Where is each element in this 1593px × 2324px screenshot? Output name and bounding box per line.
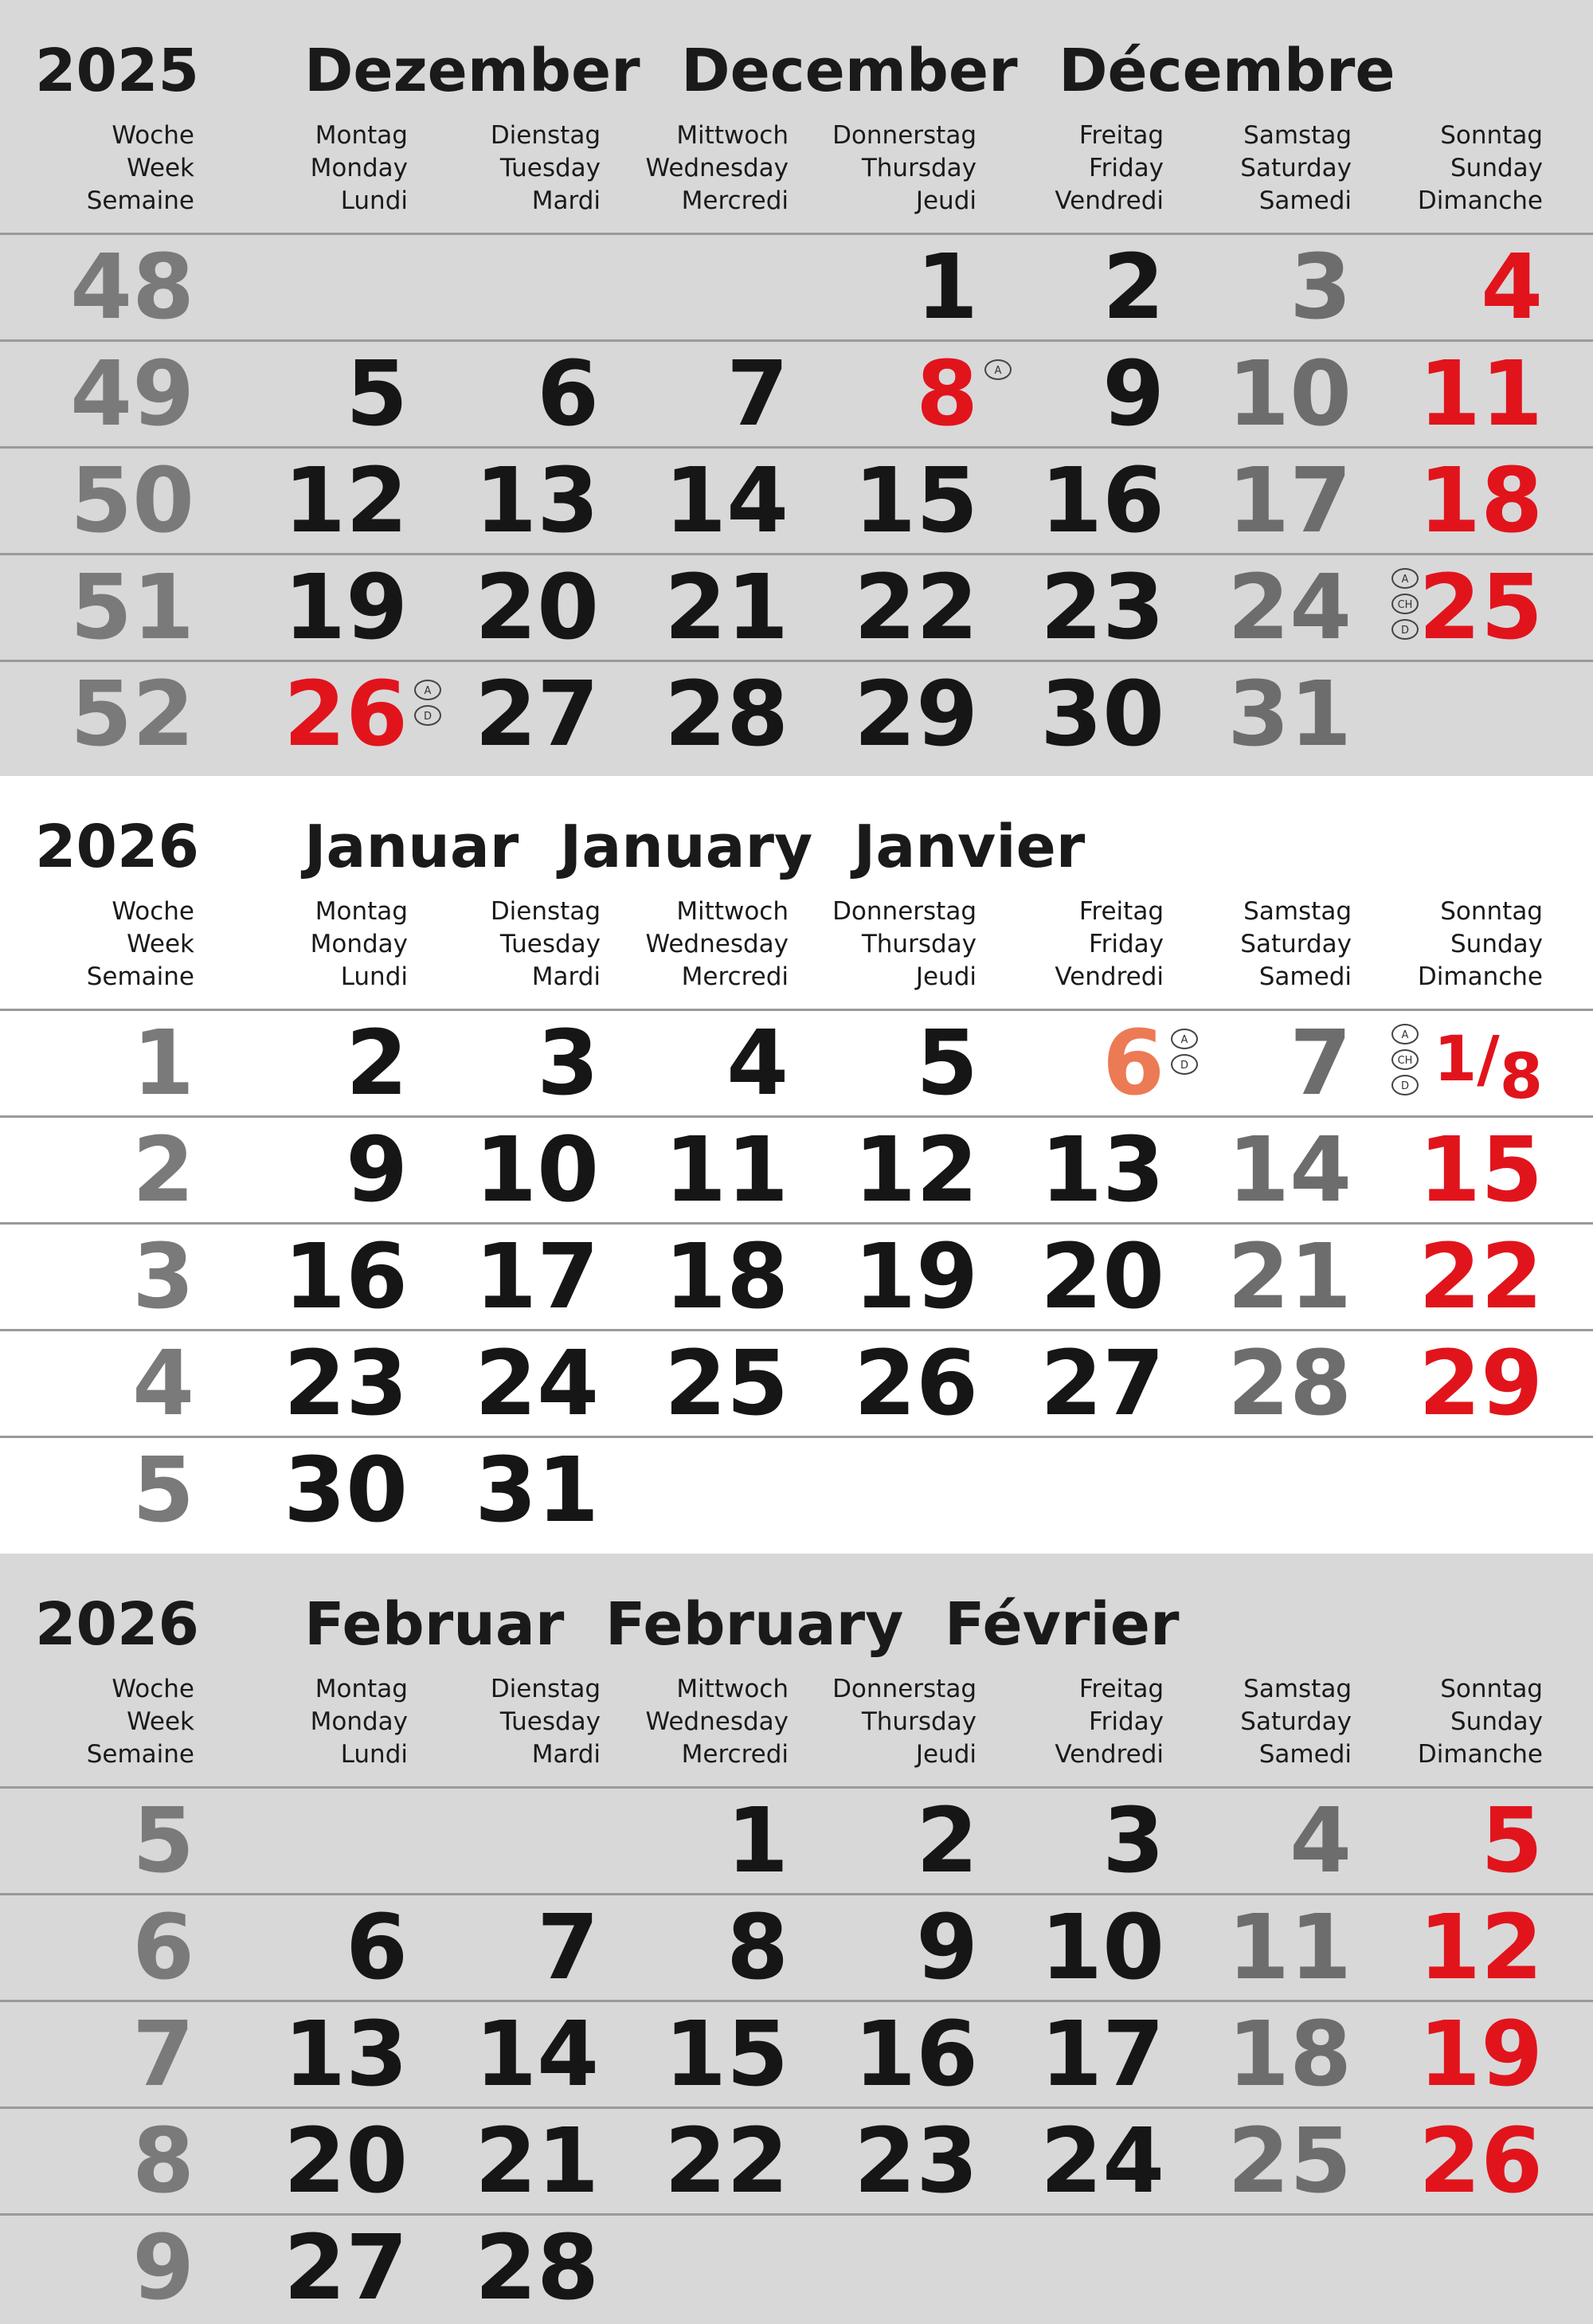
- year-label: 2026: [35, 1590, 199, 1659]
- date-cell[interactable]: 23: [284, 1332, 408, 1436]
- date-cell[interactable]: 26: [1419, 2110, 1543, 2213]
- weekday-header: Sonntag Sunday Dimanche: [1417, 121, 1543, 215]
- date-cell[interactable]: 5: [346, 343, 408, 446]
- date-cell[interactable]: 23: [1040, 556, 1164, 660]
- date-cell[interactable]: 7: [726, 343, 789, 446]
- date-cell[interactable]: 10: [1040, 1896, 1164, 2000]
- weekday-header: Freitag Friday Vendredi: [1055, 1675, 1164, 1769]
- row-divider: [0, 1436, 1593, 1438]
- month-title: Februar February Février: [304, 1590, 1180, 1659]
- month-title: Januar January Janvier: [304, 813, 1086, 881]
- week-column-header: Woche Week Semaine: [86, 1675, 194, 1769]
- date-cell[interactable]: 6: [346, 1896, 408, 2000]
- date-cell[interactable]: 7: [1290, 1012, 1352, 1115]
- date-numerator: 1: [1433, 1024, 1478, 1095]
- weekday-header: Samstag Saturday Samedi: [1240, 1675, 1352, 1769]
- date-cell[interactable]: 2: [916, 1789, 978, 1893]
- date-cell[interactable]: 3: [537, 1012, 599, 1115]
- date-cell[interactable]: 2: [346, 1012, 408, 1115]
- date-cell[interactable]: 17: [475, 1225, 599, 1329]
- date-cell[interactable]: 18: [1419, 449, 1543, 553]
- date-cell[interactable]: 6: [1102, 1012, 1164, 1115]
- weekday-header: Dienstag Tuesday Mardi: [490, 897, 601, 991]
- date-cell[interactable]: 3: [1102, 1789, 1164, 1893]
- date-cell[interactable]: 24: [1227, 556, 1352, 660]
- date-cell[interactable]: 20: [475, 556, 599, 660]
- date-cell[interactable]: 14: [1227, 1119, 1352, 1222]
- row-divider: [0, 553, 1593, 555]
- date-cell[interactable]: 4: [726, 1012, 789, 1115]
- date-cell[interactable]: 12: [854, 1119, 978, 1222]
- week-number: 5: [132, 1789, 194, 1893]
- date-cell[interactable]: 16: [854, 2003, 978, 2106]
- date-cell[interactable]: 21: [664, 556, 789, 660]
- date-cell[interactable]: 25: [664, 1332, 789, 1436]
- week-number: 3: [132, 1225, 194, 1329]
- region-mark-icon: CH: [1391, 594, 1419, 614]
- row-divider: [0, 1115, 1593, 1118]
- week-column-header: Woche Week Semaine: [86, 897, 194, 991]
- date-cell[interactable]: 22: [1419, 1225, 1543, 1329]
- date-cell[interactable]: 18: [664, 1225, 789, 1329]
- date-cell[interactable]: 9: [1102, 343, 1164, 446]
- date-cell[interactable]: 29: [854, 663, 978, 766]
- date-cell[interactable]: 30: [1040, 663, 1164, 766]
- date-cell[interactable]: 7: [537, 1896, 599, 2000]
- date-cell[interactable]: 5: [1481, 1789, 1543, 1893]
- week-number: 6: [132, 1896, 194, 2000]
- date-cell[interactable]: 14: [475, 2003, 599, 2106]
- date-cell[interactable]: 30: [284, 1439, 408, 1542]
- region-mark-icon: D: [414, 705, 441, 726]
- date-cell[interactable]: 20: [284, 2110, 408, 2213]
- week-number: 9: [132, 2216, 194, 2320]
- row-divider: [0, 339, 1593, 342]
- weekday-header: Mittwoch Wednesday Mercredi: [645, 897, 789, 991]
- date-cell[interactable]: 27: [475, 663, 599, 766]
- weekday-header: Dienstag Tuesday Mardi: [490, 1675, 601, 1769]
- date-cell[interactable]: 3: [1290, 236, 1352, 339]
- date-cell[interactable]: 23: [854, 2110, 978, 2213]
- date-cell[interactable]: 16: [1040, 449, 1164, 553]
- week-number: 4: [132, 1332, 194, 1436]
- date-cell[interactable]: 31: [1227, 663, 1352, 766]
- date-cell[interactable]: 19: [284, 556, 408, 660]
- date-cell[interactable]: 1: [726, 1789, 789, 1893]
- weekday-header: Donnerstag Thursday Jeudi: [832, 121, 977, 215]
- row-divider: [0, 1009, 1593, 1011]
- month-panel: [0, 1554, 1593, 2324]
- date-cell[interactable]: 8: [726, 1896, 789, 2000]
- date-cell[interactable]: 5: [916, 1012, 978, 1115]
- weekday-header: Sonntag Sunday Dimanche: [1417, 1675, 1543, 1769]
- weekday-header: Freitag Friday Vendredi: [1055, 897, 1164, 991]
- region-mark-icon: A: [1171, 1029, 1198, 1049]
- week-number: 7: [132, 2003, 194, 2106]
- region-mark-icon: A: [984, 359, 1012, 380]
- date-cell[interactable]: 4: [1481, 236, 1543, 339]
- weekday-header: Mittwoch Wednesday Mercredi: [645, 121, 789, 215]
- row-divider: [0, 660, 1593, 662]
- date-cell[interactable]: 18: [1227, 2003, 1352, 2106]
- date-cell[interactable]: 26: [854, 1332, 978, 1436]
- week-number: 49: [70, 343, 194, 446]
- weekday-header: Samstag Saturday Samedi: [1240, 121, 1352, 215]
- week-number: 48: [70, 236, 194, 339]
- date-cell[interactable]: 24: [475, 1332, 599, 1436]
- date-cell[interactable]: 11: [664, 1119, 789, 1222]
- region-mark-icon: A: [414, 680, 441, 700]
- date-cell[interactable]: 11: [1419, 343, 1543, 446]
- week-number: 8: [132, 2110, 194, 2213]
- date-denominator: 8: [1499, 1041, 1543, 1113]
- date-cell[interactable]: 14: [664, 449, 789, 553]
- date-cell[interactable]: 12: [284, 449, 408, 553]
- week-column-header: Woche Week Semaine: [86, 121, 194, 215]
- date-cell[interactable]: 25: [1227, 2110, 1352, 2213]
- weekday-header: Dienstag Tuesday Mardi: [490, 121, 601, 215]
- date-cell[interactable]: 22: [854, 556, 978, 660]
- weekday-header: Sonntag Sunday Dimanche: [1417, 897, 1543, 991]
- date-cell[interactable]: 28: [1227, 1332, 1352, 1436]
- date-cell[interactable]: 28: [664, 663, 789, 766]
- date-cell[interactable]: 2: [1102, 236, 1164, 339]
- row-divider: [0, 1222, 1593, 1225]
- date-cell[interactable]: 10: [475, 1119, 599, 1222]
- date-cell[interactable]: 16: [284, 1225, 408, 1329]
- date-slash: /: [1477, 1024, 1500, 1095]
- date-cell[interactable]: 25: [1419, 556, 1543, 660]
- date-cell[interactable]: 31: [475, 1439, 599, 1542]
- date-cell[interactable]: 13: [475, 449, 599, 553]
- date-cell[interactable]: 29: [1419, 1332, 1543, 1436]
- holiday-region-marks: [1391, 568, 1423, 645]
- date-cell[interactable]: 8: [916, 343, 978, 446]
- weekday-header: Freitag Friday Vendredi: [1055, 121, 1164, 215]
- date-cell[interactable]: 15: [1419, 1119, 1543, 1222]
- month-panel: [0, 776, 1593, 1554]
- month-panel: [0, 0, 1593, 776]
- date-cell[interactable]: 17: [1227, 449, 1352, 553]
- month-title: Dezember December Décembre: [304, 37, 1395, 105]
- date-cell[interactable]: 9: [916, 1896, 978, 2000]
- row-divider: [0, 1893, 1593, 1895]
- week-number: 2: [132, 1119, 194, 1222]
- date-cell[interactable]: 13: [1040, 1119, 1164, 1222]
- weekday-header: Montag Monday Lundi: [310, 1675, 408, 1769]
- date-cell[interactable]: 19: [1419, 2003, 1543, 2106]
- week-number: 5: [132, 1439, 194, 1542]
- date-cell[interactable]: 28: [475, 2216, 599, 2320]
- date-cell[interactable]: 13: [284, 2003, 408, 2106]
- region-mark-icon: A: [1391, 568, 1419, 589]
- region-mark-icon: D: [1171, 1054, 1198, 1075]
- week-number: 1: [132, 1012, 194, 1115]
- region-mark-icon: A: [1391, 1024, 1419, 1044]
- date-cell[interactable]: 27: [284, 2216, 408, 2320]
- date-cell[interactable]: 26: [284, 663, 408, 766]
- weekday-header: Montag Monday Lundi: [310, 121, 408, 215]
- weekday-header: Donnerstag Thursday Jeudi: [832, 1675, 977, 1769]
- date-cell[interactable]: 24: [1040, 2110, 1164, 2213]
- row-divider: [0, 2000, 1593, 2002]
- date-cell[interactable]: 27: [1040, 1332, 1164, 1436]
- week-number: 50: [70, 449, 194, 553]
- row-divider: [0, 1329, 1593, 1331]
- region-mark-icon: CH: [1391, 1049, 1419, 1070]
- week-number: 52: [70, 663, 194, 766]
- row-divider: [0, 233, 1593, 235]
- weekday-header: Montag Monday Lundi: [310, 897, 408, 991]
- date-cell[interactable]: 15: [664, 2003, 789, 2106]
- row-divider: [0, 446, 1593, 449]
- date-cell[interactable]: 4: [1290, 1789, 1352, 1893]
- date-cell[interactable]: 17: [1040, 2003, 1164, 2106]
- row-divider: [0, 2106, 1593, 2109]
- row-divider: [0, 2213, 1593, 2216]
- year-label: 2025: [35, 37, 199, 105]
- date-cell[interactable]: 1: [916, 236, 978, 339]
- weekday-header: Donnerstag Thursday Jeudi: [832, 897, 977, 991]
- region-mark-icon: D: [1391, 619, 1419, 640]
- date-cell[interactable]: 6: [537, 343, 599, 446]
- date-cell[interactable]: 9: [346, 1119, 408, 1222]
- date-cell[interactable]: 21: [475, 2110, 599, 2213]
- date-cell[interactable]: 19: [854, 1225, 978, 1329]
- date-cell[interactable]: 15: [854, 449, 978, 553]
- date-cell[interactable]: 20: [1040, 1225, 1164, 1329]
- date-cell[interactable]: 22: [664, 2110, 789, 2213]
- date-cell[interactable]: 12: [1419, 1896, 1543, 2000]
- weekday-header: Samstag Saturday Samedi: [1240, 897, 1352, 991]
- weekday-header: Mittwoch Wednesday Mercredi: [645, 1675, 789, 1769]
- holiday-region-marks: [1391, 1024, 1423, 1100]
- row-divider: [0, 1786, 1593, 1789]
- date-cell[interactable]: 11: [1227, 1896, 1352, 2000]
- week-number: 51: [70, 556, 194, 660]
- date-cell[interactable]: 21: [1227, 1225, 1352, 1329]
- year-label: 2026: [35, 813, 199, 881]
- region-mark-icon: D: [1391, 1075, 1419, 1095]
- date-cell[interactable]: 10: [1227, 343, 1352, 446]
